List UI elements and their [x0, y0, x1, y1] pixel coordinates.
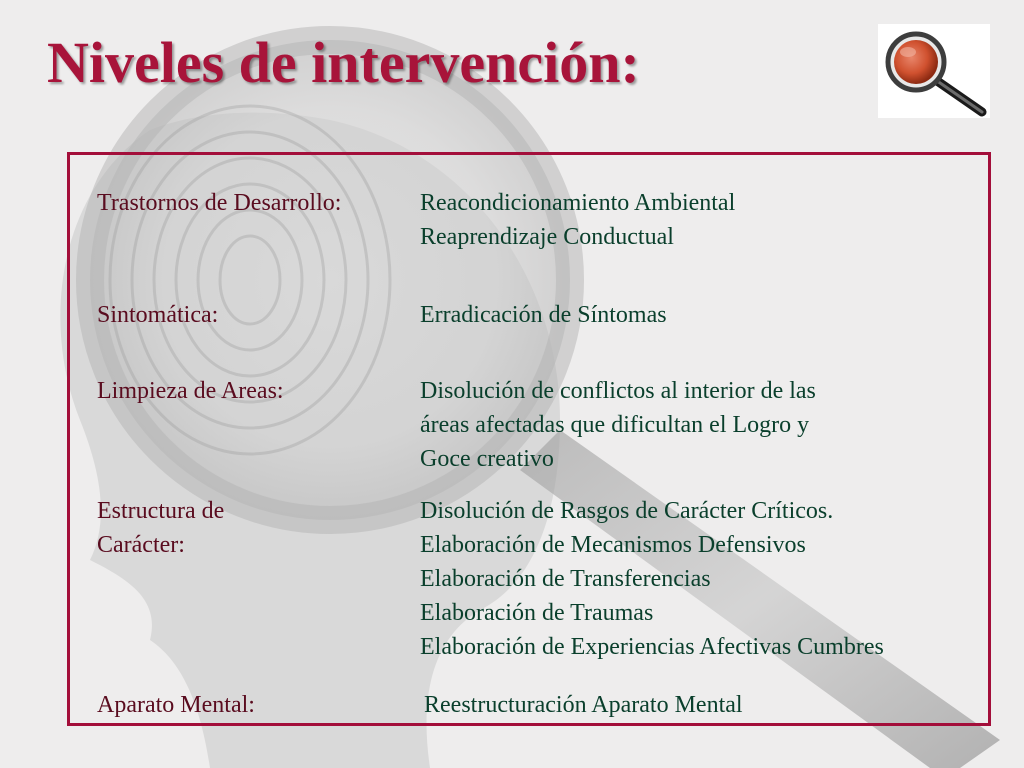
- desc-line: Disolución de conflictos al interior de las: [420, 378, 816, 404]
- row-desc-sintomatica: [420, 298, 667, 332]
- row-label-aparato: [97, 688, 255, 722]
- magnifying-glass-icon: [878, 24, 990, 118]
- row-label-limpieza: [97, 374, 284, 408]
- label-line: Limpieza de Areas:: [97, 378, 284, 404]
- row-desc-trastornos: [420, 186, 735, 254]
- desc-line: Reaprendizaje Conductual: [420, 224, 674, 250]
- label-line: Sintomática:: [97, 302, 219, 328]
- desc-line: Elaboración de Transferencias: [420, 566, 711, 592]
- row-label-estructura: [97, 494, 224, 562]
- label-line: Trastornos de Desarrollo:: [97, 190, 342, 216]
- desc-line: Elaboración de Experiencias Afectivas Cumbres: [420, 634, 884, 660]
- row-label-trastornos: [97, 186, 341, 220]
- desc-line: áreas afectadas que dificultan el Logro y: [420, 412, 810, 438]
- magnifier-thumbnail: [878, 24, 990, 118]
- row-desc-aparato: [424, 688, 743, 722]
- desc-line: Disolución de Rasgos de Carácter Críticos.: [420, 498, 834, 524]
- desc-line: Elaboración de Traumas: [420, 600, 654, 626]
- desc-line: Goce creativo: [420, 446, 554, 472]
- label-line: Aparato Mental:: [97, 692, 255, 718]
- row-desc-limpieza: [420, 374, 816, 476]
- desc-line: Elaboración de Mecanismos Defensivos: [420, 532, 806, 558]
- desc-line: Erradicación de Síntomas: [420, 302, 667, 328]
- desc-line: Reacondicionamiento Ambiental: [420, 190, 736, 216]
- page-title: Niveles de intervención:: [47, 30, 640, 95]
- label-line: Carácter:: [97, 532, 185, 558]
- row-label-sintomatica: [97, 298, 218, 332]
- row-desc-estructura: [420, 494, 884, 664]
- label-line: Estructura de: [97, 498, 225, 524]
- desc-line: Reestructuración Aparato Mental: [424, 692, 743, 718]
